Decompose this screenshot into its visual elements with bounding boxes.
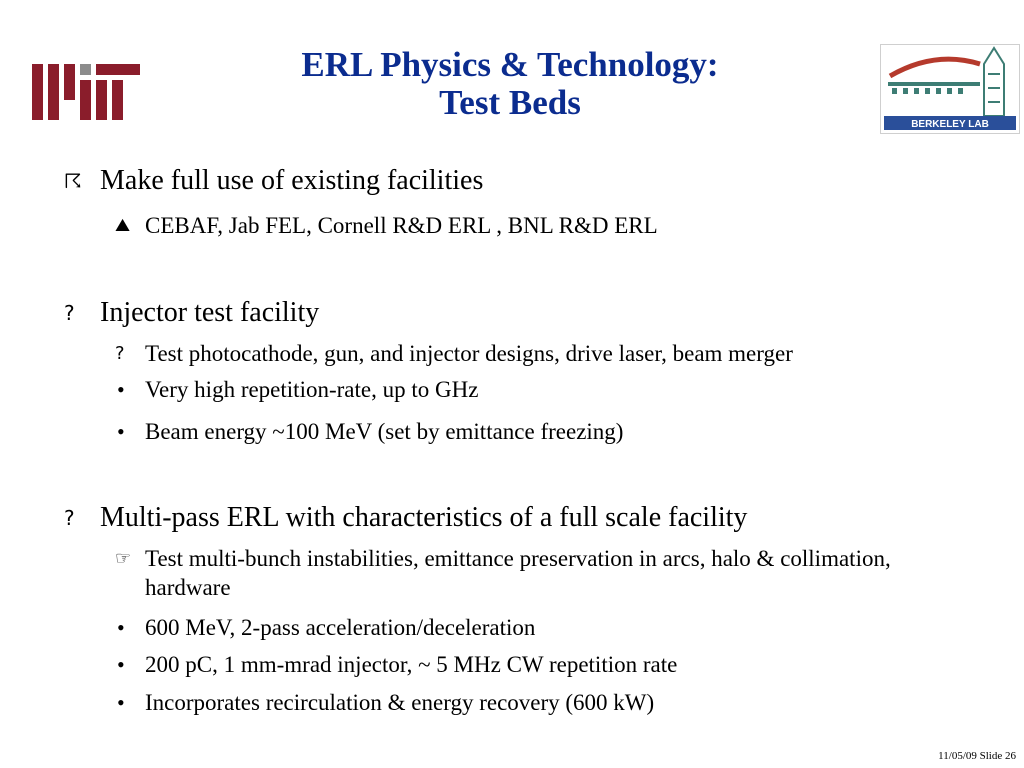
bullet-marker: ? bbox=[64, 301, 75, 325]
sub-bullet-3-4: Incorporates recirculation & energy recovery (600 kW) bbox=[145, 690, 655, 715]
sub-bullet-marker: • bbox=[117, 419, 125, 444]
sub-bullet-2-1: Test photocathode, gun, and injector designs, drive laser, beam merger bbox=[145, 341, 793, 366]
sub-bullet-marker: • bbox=[117, 690, 125, 715]
sub-bullet-marker: ☞ bbox=[115, 548, 132, 569]
bullet-marker: ☈ bbox=[64, 169, 82, 193]
sub-bullet-marker: • bbox=[117, 377, 125, 402]
bullet-marker: ? bbox=[64, 506, 75, 530]
title-line-1: ERL Physics & Technology: bbox=[301, 45, 719, 84]
bullet-2: Injector test facility bbox=[100, 297, 320, 328]
sub-bullet-marker: ? bbox=[115, 343, 125, 364]
berkeley-lab-text: BERKELEY LAB bbox=[911, 119, 989, 130]
sub-bullet-marker: ⛰ bbox=[115, 215, 131, 236]
sub-bullet-2-2: Very high repetition-rate, up to GHz bbox=[145, 377, 479, 402]
bullet-3: Multi-pass ERL with characteristics of a full scale facility bbox=[100, 502, 748, 533]
sub-bullet-3-3: 200 pC, 1 mm-mrad injector, ~ 5 MHz CW repetition rate bbox=[145, 652, 678, 677]
sub-bullet-marker: • bbox=[117, 615, 125, 640]
sub-bullet-marker: • bbox=[117, 652, 125, 677]
sub-bullet-3-1: Test multi-bunch instabilities, emittance preservation in arcs, halo & collimation, hardware bbox=[145, 546, 891, 600]
sub-bullet-3-2: 600 MeV, 2-pass acceleration/deceleration bbox=[145, 615, 536, 640]
slide-footer: 11/05/09 Slide 26 bbox=[938, 750, 1016, 762]
sub-bullet-1-1: CEBAF, Jab FEL, Cornell R&D ERL , BNL R&D ERL bbox=[145, 213, 658, 238]
title-line-2: Test Beds bbox=[439, 83, 581, 122]
sub-bullet-2-3: Beam energy ~100 MeV (set by emittance freezing) bbox=[145, 419, 624, 444]
bullet-1: Make full use of existing facilities bbox=[100, 165, 484, 196]
